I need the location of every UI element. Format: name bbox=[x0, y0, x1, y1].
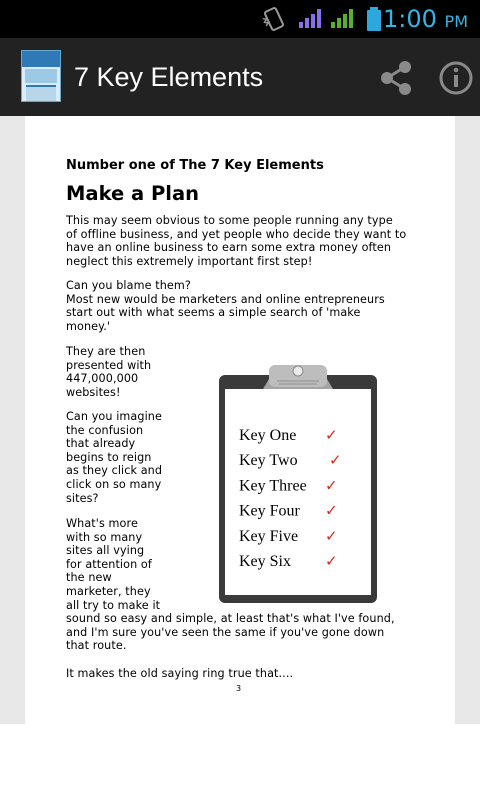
document-viewer[interactable] bbox=[0, 116, 480, 724]
paragraph-saying: It makes the old saying ring true that.... bbox=[66, 667, 294, 680]
share-button[interactable] bbox=[376, 58, 416, 98]
app-title: 7 Key Elements bbox=[74, 62, 264, 92]
book-cover-icon[interactable] bbox=[21, 50, 61, 102]
check-mark-icon: ✓ bbox=[325, 526, 338, 545]
paragraph-blame: Can you blame them? Most new would be marketers and online entrepreneurs start out with what seems a simple search of 'make money.' bbox=[66, 279, 385, 333]
check-mark-icon: ✓ bbox=[325, 476, 338, 495]
section-heading: Make a Plan bbox=[66, 182, 199, 205]
check-mark-icon: ✓ bbox=[329, 451, 342, 470]
section-subheading: Number one of The 7 Key Elements bbox=[66, 158, 324, 173]
status-bar bbox=[0, 0, 480, 38]
clipboard-item: Key Five bbox=[239, 527, 299, 545]
paragraph-more: What's more with so many sites all vying for attention of the new marketer, they all try to make it sound so easy and simple, at least that's what I've found, and I'm sure you've seen the same if you've gone down that route. bbox=[66, 517, 395, 653]
clipboard-item: Key Four bbox=[239, 502, 300, 520]
clipboard-item: Key Three bbox=[239, 477, 307, 495]
bottom-blank-area bbox=[0, 724, 480, 800]
wifi-signal-icon bbox=[298, 6, 324, 34]
page-number: 3 bbox=[236, 684, 242, 693]
paragraph-presented: They are then presented with 447,000,000 websites! bbox=[66, 345, 152, 399]
info-button[interactable] bbox=[436, 58, 476, 98]
cell-signal-icon bbox=[330, 6, 356, 34]
clipboard-item: Key One bbox=[239, 427, 297, 444]
battery-icon bbox=[366, 6, 382, 36]
check-mark-icon: ✓ bbox=[325, 501, 338, 520]
check-mark-icon: ✓ bbox=[325, 426, 338, 444]
clipboard-item: Key Two bbox=[239, 452, 298, 470]
info-icon bbox=[436, 58, 476, 98]
clipboard-illustration bbox=[219, 359, 379, 604]
check-mark-icon: ✓ bbox=[325, 552, 338, 570]
action-bar bbox=[0, 38, 480, 116]
status-time: 1:00 PM bbox=[383, 5, 468, 33]
clipboard-item: Key Six bbox=[239, 553, 291, 570]
paragraph-intro: This may seem obvious to some people running any type of offline business, and yet people who decide they want to have an online business to earn some extra money often neglect this extremely important first step! bbox=[66, 214, 407, 268]
share-icon bbox=[376, 58, 416, 98]
paragraph-confusion: Can you imagine the confusion that already begins to reign as they click and click on so many sites? bbox=[66, 410, 163, 505]
document-page bbox=[25, 116, 455, 724]
vibrate-icon bbox=[262, 6, 286, 36]
